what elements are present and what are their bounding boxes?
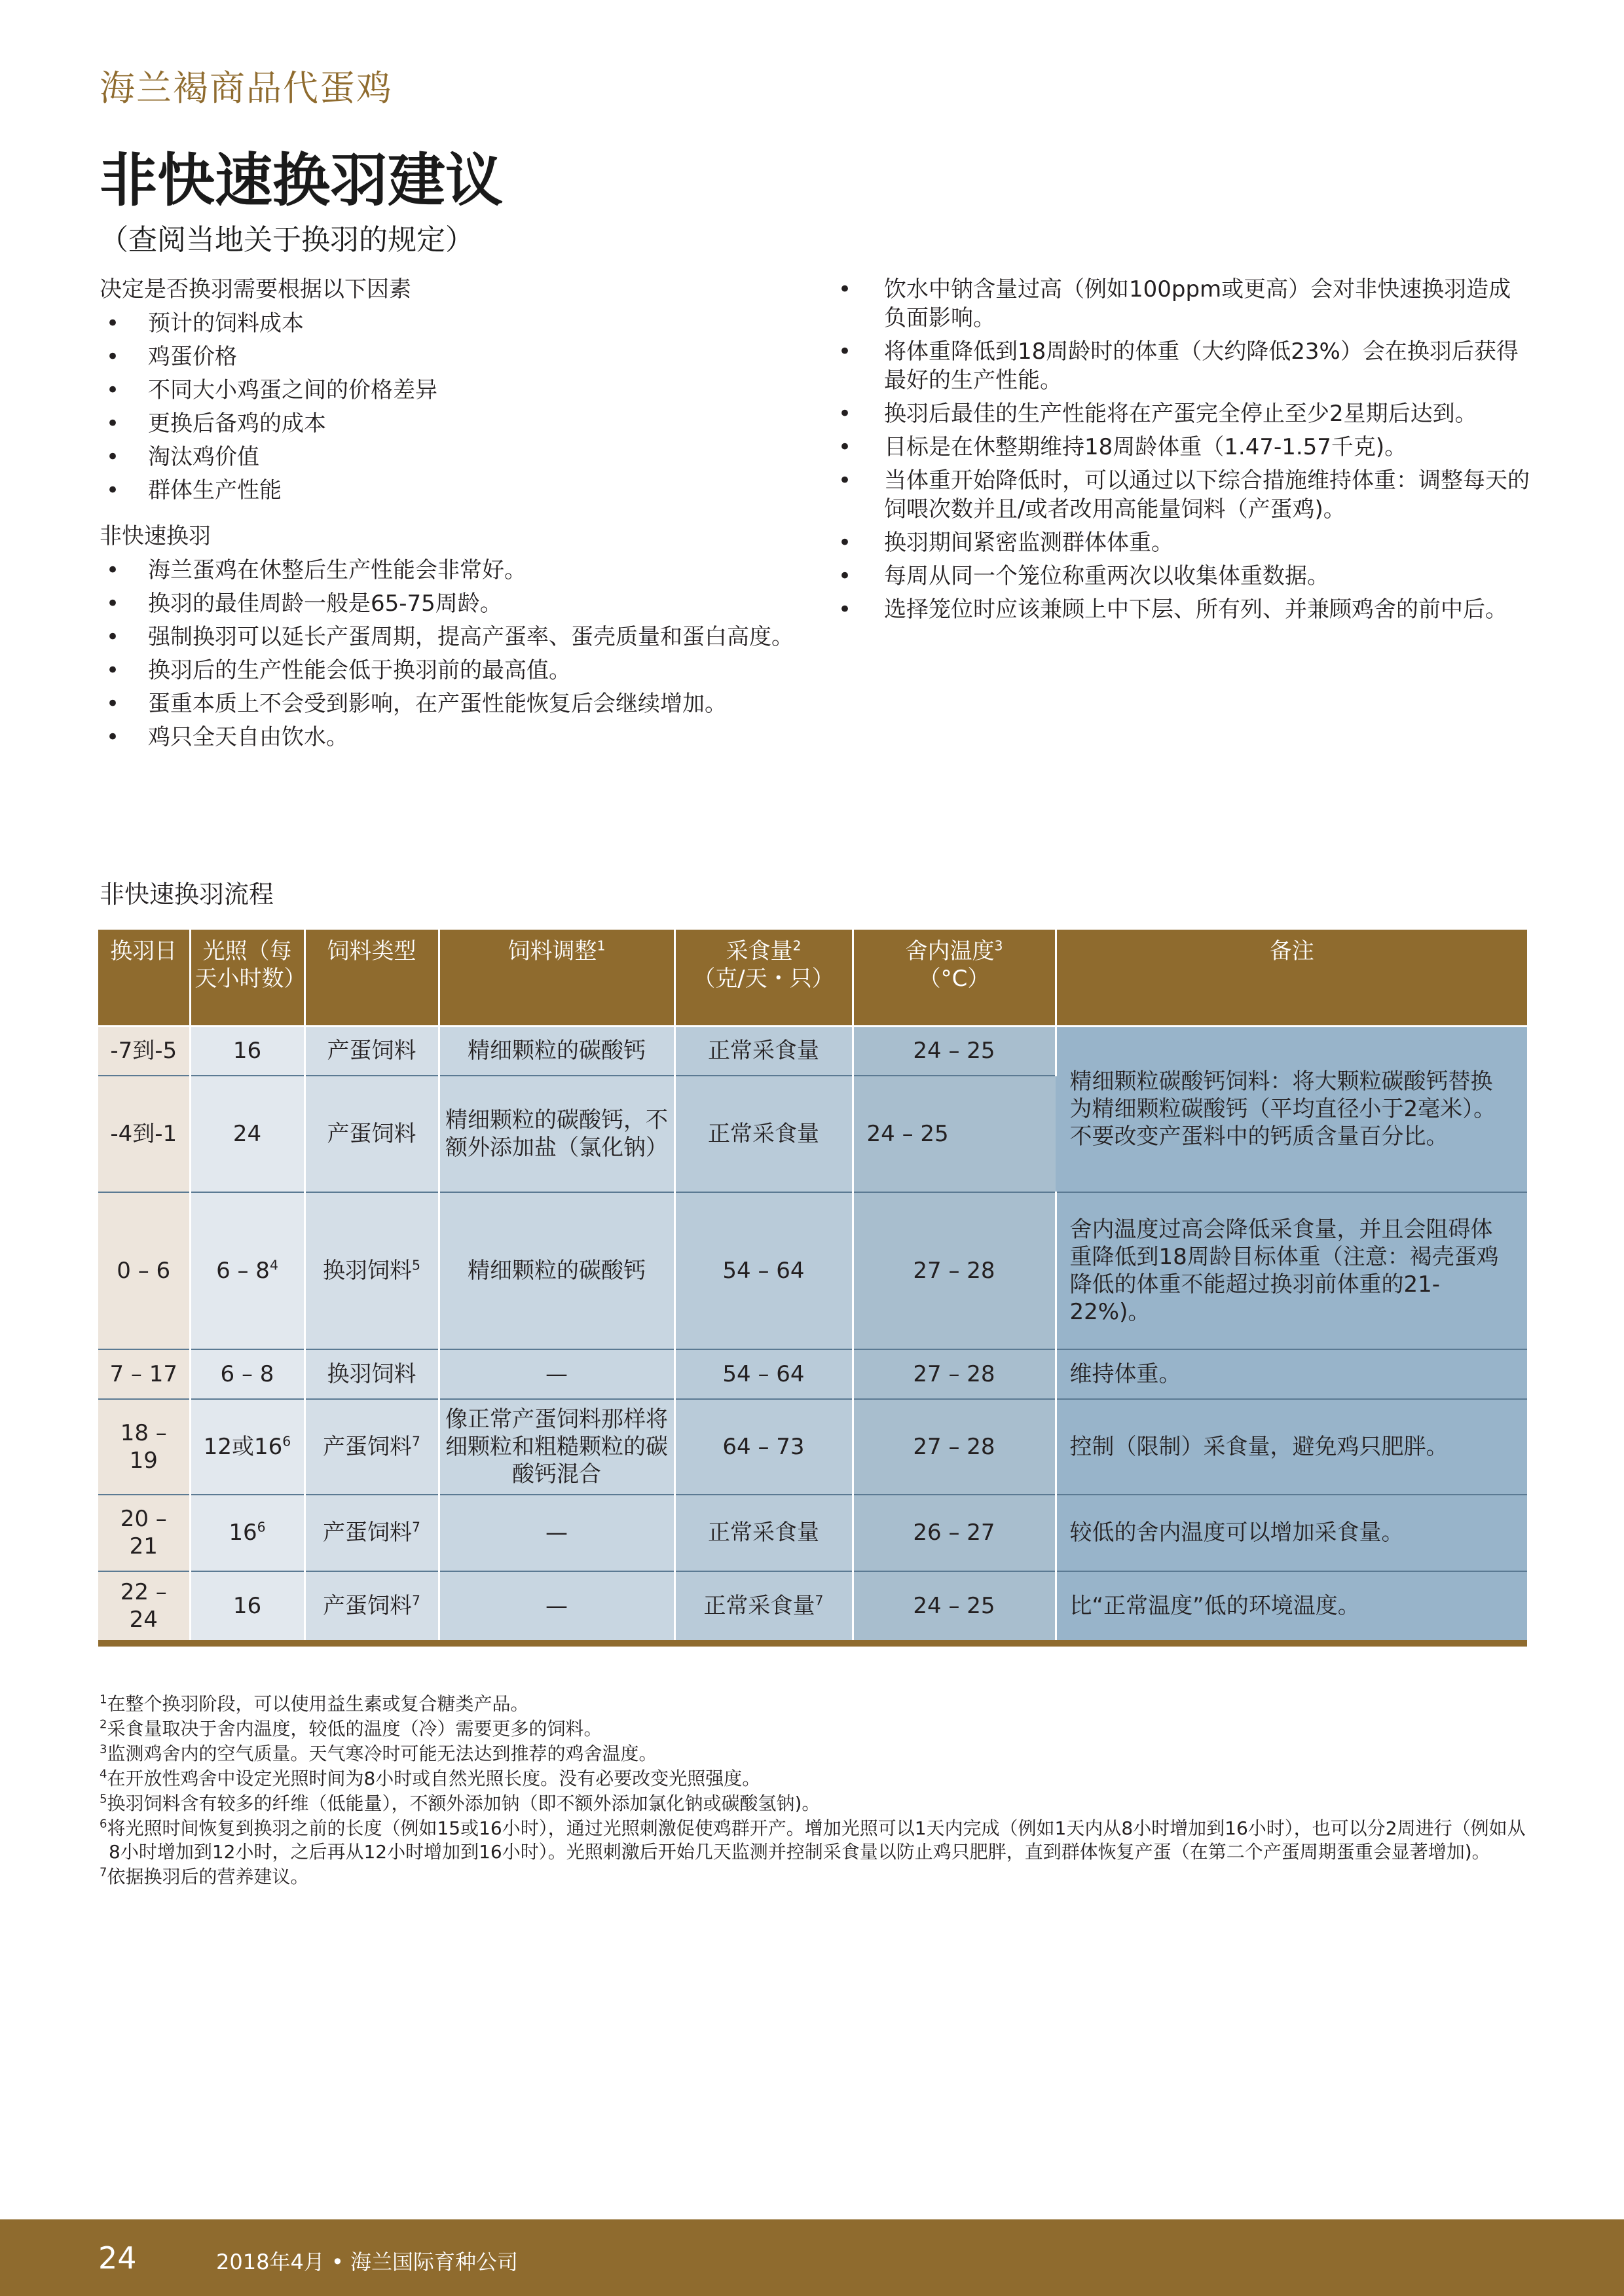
section-heading: 非快速换羽 [100, 523, 211, 549]
bullet-icon: • [106, 657, 120, 683]
page-number: 24 [98, 2240, 137, 2276]
bullet-icon: • [106, 724, 120, 750]
right-list [838, 275, 1532, 624]
bullet-icon: • [106, 624, 120, 650]
bullet-icon: • [106, 310, 120, 337]
table-title: 非快速换羽流程 [100, 880, 274, 909]
table-row: -7到-5 16 产蛋饲料 精细颗粒的碳酸钙 正常采食量 24 – 25 精细颗粒碳酸钙饲料：将大颗粒碳酸钙替换为精细颗粒碳酸钙（平均直径小于2毫米）。不要改变产蛋料中的钙质含量百分比。 [98, 1027, 1527, 1076]
bullet-icon: • [838, 530, 852, 556]
bullet-icon: • [106, 444, 120, 470]
list-item: • 淘汰鸡价值 [106, 444, 259, 470]
list-item: • 强制换羽可以延长产蛋周期，提高产蛋率、蛋壳质量和蛋白高度。 [106, 624, 794, 650]
bullet-icon: • [838, 276, 852, 302]
bullet-icon: • [106, 591, 120, 617]
list-item: • 每周从同一个笼位称重两次以收集体重数据。 [838, 563, 1329, 589]
table-row: 7 – 17 6 – 8 换羽饲料 — 54 – 64 27 – 28 维持体重。 [98, 1349, 1527, 1399]
header-feed-type: 饲料类型 [304, 930, 439, 1027]
bullet-icon: • [838, 434, 852, 460]
table-row: 18 – 19 12或$16^6$ 产蛋饲料$^7$ 像正常产蛋饲料那样将细颗粒和粗糙颗粒的碳酸钙混合 64 – 73 27 – 28 控制（限制）采食量，避免鸡只肥胖。 [98, 1399, 1527, 1495]
bullet-icon: • [838, 563, 852, 589]
footnote: $^2$采食量取决于舍内温度，较低的温度（冷）需要更多的饲料。 [100, 1717, 602, 1740]
footnote: $^7$依据换羽后的营养建议。 [100, 1865, 309, 1887]
header-notes: 备注 [1056, 930, 1527, 1027]
list-item: • 饮水中钠含量过高（例如100ppm或更高）会对非快速换羽造成负面影响。 [838, 276, 1511, 331]
bullet-icon: • [106, 477, 120, 503]
list-item: • 换羽的最佳周龄一般是65-75周龄。 [106, 591, 502, 617]
molting-schedule-table [98, 930, 1527, 1647]
page-subtitle: （查阅当地关于换羽的规定） [100, 223, 474, 257]
bullet-icon: • [106, 410, 120, 437]
merged-note-cell: 精细颗粒碳酸钙饲料：将大颗粒碳酸钙替换为精细颗粒碳酸钙（平均直径小于2毫米）。不要改变产蛋料中的钙质含量百分比。 [1056, 1027, 1527, 1192]
brand-header: 海兰褐商品代蛋鸡 [100, 67, 393, 109]
list-item: • 鸡蛋价格 [106, 344, 237, 370]
list-item: • 蛋重本质上不会受到影响，在产蛋性能恢复后会继续增加。 [106, 691, 727, 717]
list-item: • 预计的饲料成本 [106, 310, 304, 337]
header-feed-adjust: 饲料调整$^1$ [439, 930, 674, 1027]
footer-bar [0, 2219, 1624, 2296]
bullet-icon: • [838, 338, 852, 365]
page-title: 非快速换羽建议 [100, 147, 504, 214]
list-item: • 目标是在休整期维持18周龄体重（1.47-1.57千克)。 [838, 434, 1407, 460]
bullet-icon: • [838, 401, 852, 427]
footer-text: 2018年4月 • 海兰国际育种公司 [216, 2250, 519, 2274]
bullet-icon: • [106, 377, 120, 403]
list-item: • 换羽后的生产性能会低于换羽前的最高值。 [106, 657, 571, 683]
list-item: • 选择笼位时应该兼顾上中下层、所有列、并兼顾鸡舍的前中后。 [838, 596, 1507, 623]
header-light: 光照（每天小时数） [190, 930, 304, 1027]
table-row: 22 – 24 16 产蛋饲料$^7$ — 正常采食量$^7$ 24 – 25 比“正常温度”低的环境温度。 [98, 1571, 1527, 1643]
footnote: $^3$监测鸡舍内的空气质量。天气寒冷时可能无法达到推荐的鸡舍温度。 [100, 1742, 657, 1764]
list-item: • 海兰蛋鸡在休整后生产性能会非常好。 [106, 557, 526, 583]
footnotes [100, 1692, 1534, 1890]
list-item: • 鸡只全天自由饮水。 [106, 724, 348, 750]
factors-intro: 决定是否换羽需要根据以下因素 [100, 276, 411, 302]
list-item: • 换羽期间紧密监测群体体重。 [838, 530, 1173, 556]
table-row: 0 – 6 $6 - 8^4$ 换羽饲料$^5$ 精细颗粒的碳酸钙 54 – 64 27 – 28 舍内温度过高会降低采食量，并且会阻碍体重降低到18周龄目标体重（注意：褐壳蛋鸡降低的体重不能超过换羽前体重的21-22%)。 [98, 1192, 1527, 1349]
bullet-icon: • [106, 691, 120, 717]
list-item: • 更换后备鸡的成本 [106, 410, 326, 437]
header-temp: 舍内温度$^3$ （°C） [853, 930, 1056, 1027]
bullet-icon: • [106, 557, 120, 583]
header-day: 换羽日 [98, 930, 190, 1027]
factors-list [100, 309, 813, 505]
table-row: 20 – 21 $16^6$ 产蛋饲料$^7$ — 正常采食量 26 – 27 较低的舍内温度可以增加采食量。 [98, 1495, 1527, 1571]
footnote: $^6$将光照时间恢复到换羽之前的长度（例如15或16小时），通过光照刺激促使鸡群开产。增加光照可以1天内完成（例如1天内从8小时增加到16小时），也可以分2周进行（例如从8小时增加到12小时，之后再从12小时增加到16小时）。光照刺激后开始几天监测并控制采食量以防止鸡只肥胖，直到群体恢复产蛋（在第二个产蛋周期蛋重会显著增加)。 [100, 1817, 1526, 1863]
bullet-icon: • [838, 596, 852, 623]
left-column [100, 275, 813, 769]
list-item: • 将体重降低到18周龄时的体重（大约降低23%）会在换羽后获得最好的生产性能。 [838, 338, 1519, 393]
bullet-icon: • [838, 467, 852, 494]
section-list [100, 556, 813, 752]
list-item: • 不同大小鸡蛋之间的价格差异 [106, 377, 437, 403]
footnote: $^1$在整个换羽阶段，可以使用益生素或复合糖类产品。 [100, 1692, 529, 1715]
list-item: • 换羽后最佳的生产性能将在产蛋完全停止至少2星期后达到。 [838, 401, 1477, 427]
table-row: -4到-1 24 产蛋饲料 精细颗粒的碳酸钙，不额外添加盐（氯化钠） 正常采食量 24 – 25 [98, 1076, 1527, 1192]
right-column [838, 275, 1532, 641]
bullet-icon: • [106, 344, 120, 370]
list-item: • 群体生产性能 [106, 477, 282, 503]
footnote: $^4$在开放性鸡舍中设定光照时间为8小时或自然光照长度。没有必要改变光照强度。 [100, 1767, 761, 1789]
table-header-row [98, 930, 1527, 1027]
list-item: • 当体重开始降低时，可以通过以下综合措施维持体重：调整每天的饲喂次数并且/或者改用高能量饲料（产蛋鸡)。 [838, 467, 1530, 522]
header-intake: 采食量$^2$ （克/天・只） [674, 930, 853, 1027]
footnote: $^5$换羽饲料含有较多的纤维（低能量），不额外添加钠（即不额外添加氯化钠或碳酸氢钠)。 [100, 1792, 821, 1814]
